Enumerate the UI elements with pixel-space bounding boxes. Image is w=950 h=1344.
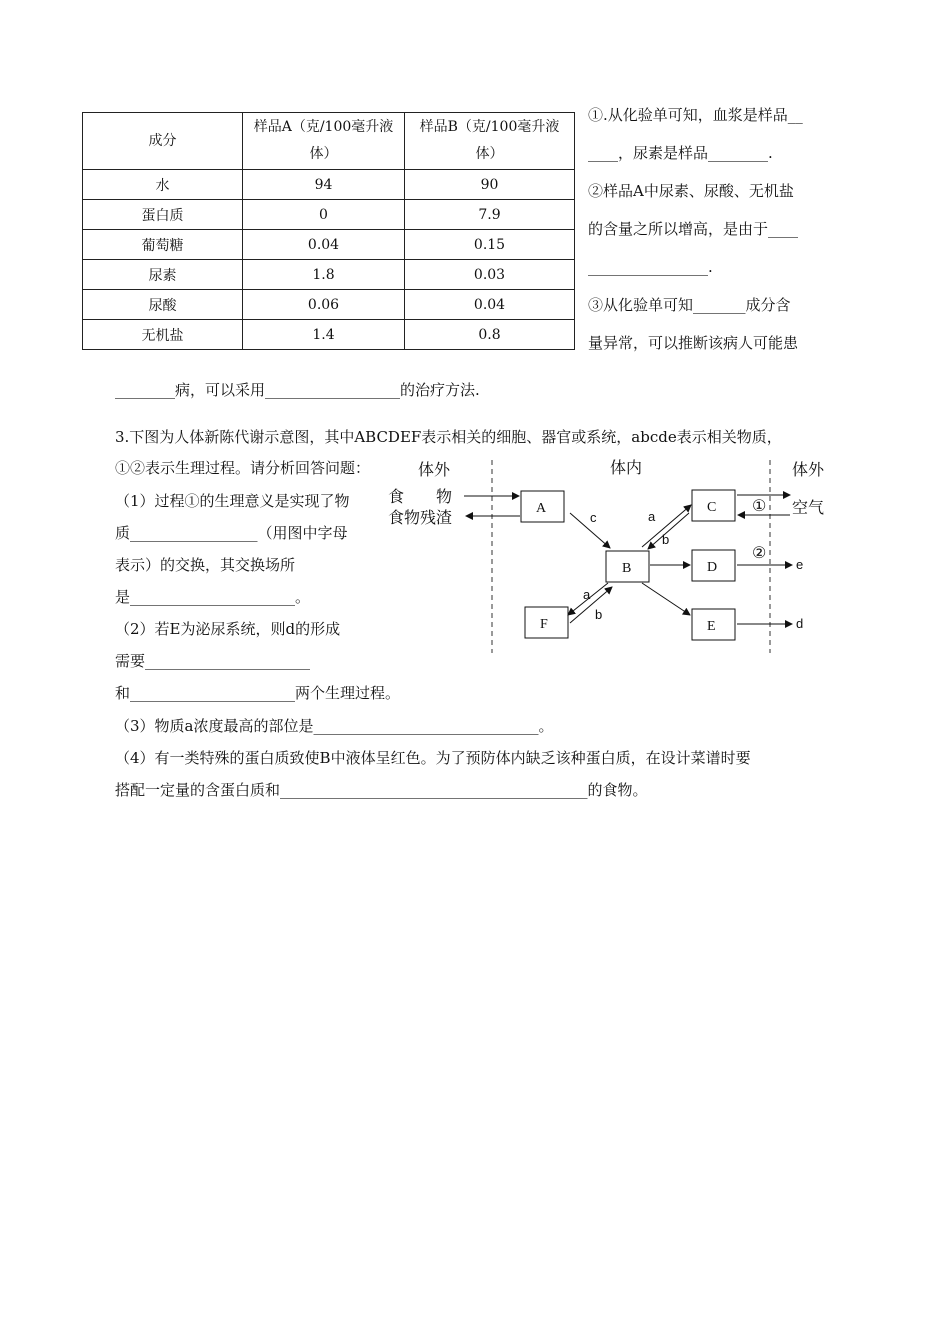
- table-cell: 90: [405, 170, 575, 200]
- arrow-f-to-b-b: [570, 587, 612, 623]
- label-c: c: [590, 510, 597, 525]
- q3-part4: 搭配一定量的含蛋白质和_________________________________________的食物。: [115, 781, 648, 799]
- q3-part1: （1）过程①的生理意义是实现了物: [115, 492, 350, 510]
- q3-intro: ①②表示生理过程。请分析回答问题：: [115, 459, 371, 477]
- table-cell: 0.04: [405, 290, 575, 320]
- question-line: 的含量之所以增高，是由于____: [588, 220, 799, 238]
- label-b-upper: b: [662, 532, 670, 547]
- q3-part1: 质_________________（用图中字母: [115, 524, 348, 542]
- q3-part3: （3）物质a浓度最高的部位是______________________________。: [115, 717, 554, 735]
- table-cell: 7.9: [405, 200, 575, 230]
- table-row: [83, 200, 575, 230]
- q3-intro: 3.下图为人体新陈代谢示意图，其中ABCDEF表示相关的细胞、器官或系统，abcde表示相关物质，: [115, 428, 782, 446]
- label-inside: 体内: [610, 460, 643, 477]
- table-row: [83, 260, 575, 290]
- question-line: 量异常，可以推断该病人可能患: [588, 334, 799, 352]
- label-d: d: [796, 616, 804, 631]
- table-cell: 尿酸: [83, 290, 243, 320]
- label-a-lower: a: [583, 587, 591, 602]
- box-c-label: C: [707, 500, 717, 515]
- label-b-lower: b: [595, 607, 603, 622]
- q3-part2: （2）若E为泌尿系统，则d的形成: [115, 620, 341, 638]
- table-row: [83, 230, 575, 260]
- label-outside-right: 体外: [792, 462, 825, 479]
- question-line: ②样品A中尿素、尿酸、无机盐: [588, 182, 794, 200]
- question-line: ________________.: [588, 258, 713, 276]
- label-a-upper: a: [648, 509, 656, 524]
- q3-part2: 和______________________两个生理过程。: [115, 684, 401, 702]
- box-e-label: E: [707, 619, 716, 634]
- question-line: ③从化验单可知_______成分含: [588, 296, 791, 314]
- question-line: ____，尿素是样品________.: [588, 144, 773, 162]
- table-cell: 0: [243, 200, 405, 230]
- label-food: 食 物: [388, 489, 453, 506]
- table-cell: 水: [83, 170, 243, 200]
- table-cell: 无机盐: [83, 320, 243, 350]
- side-questions: [588, 96, 840, 362]
- table-header: 样品B（克/100毫升液体）: [405, 113, 575, 170]
- label-air: 空气: [792, 500, 825, 517]
- label-food-residue: 食物残渣: [388, 510, 453, 527]
- arrow-b-to-e: [642, 583, 690, 615]
- q3-part2: 需要______________________: [115, 652, 311, 670]
- table-cell: 1.4: [243, 320, 405, 350]
- table-cell: 0.03: [405, 260, 575, 290]
- table-header-row: [83, 113, 575, 170]
- label-e: e: [796, 557, 804, 572]
- table-cell: 0.06: [243, 290, 405, 320]
- table-cell: 94: [243, 170, 405, 200]
- metabolism-diagram: [380, 455, 850, 655]
- table-cell: 尿素: [83, 260, 243, 290]
- question-line: ________病，可以采用__________________的治疗方法.: [115, 381, 480, 399]
- label-outside-left: 体外: [418, 462, 451, 479]
- table-header: 样品A（克/100毫升液体）: [243, 113, 405, 170]
- table-row: [83, 320, 575, 350]
- table-cell: 1.8: [243, 260, 405, 290]
- q3-part1: 表示）的交换，其交换场所: [115, 556, 296, 574]
- box-d-label: D: [707, 560, 718, 575]
- table-row: [83, 290, 575, 320]
- q3-part4: （4）有一类特殊的蛋白质致使B中液体呈红色。为了预防体内缺乏该种蛋白质，在设计菜谱时要: [115, 749, 751, 767]
- label-process-1: ①: [752, 498, 767, 515]
- q3-part1: 是______________________。: [115, 588, 311, 606]
- lab-results-table: [82, 112, 575, 350]
- label-process-2: ②: [752, 545, 767, 562]
- table-cell: 0.8: [405, 320, 575, 350]
- table-cell: 葡萄糖: [83, 230, 243, 260]
- box-b-label: B: [622, 561, 632, 576]
- box-a-label: A: [536, 501, 547, 516]
- box-f-label: F: [540, 617, 548, 632]
- table-cell: 蛋白质: [83, 200, 243, 230]
- table-header: 成分: [83, 113, 243, 170]
- table-row: [83, 170, 575, 200]
- table-cell: 0.15: [405, 230, 575, 260]
- question-line: ①.从化验单可知，血浆是样品__: [588, 106, 803, 124]
- table-cell: 0.04: [243, 230, 405, 260]
